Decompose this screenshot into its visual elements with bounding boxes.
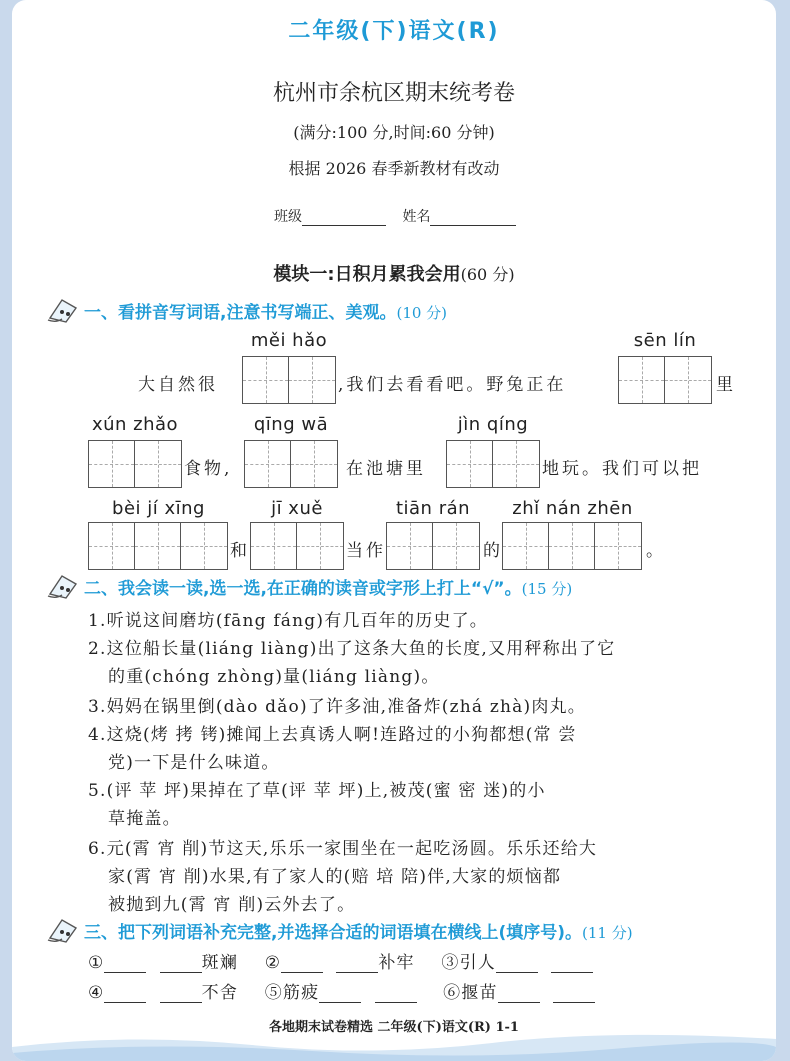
sentence-part: 在池塘里 — [346, 459, 426, 479]
score-time: (满分:100 分,时间:60 分钟) — [293, 123, 495, 142]
sentence-part: 。 — [646, 541, 666, 561]
section3-points: (11 分) — [582, 924, 633, 942]
name-field[interactable] — [430, 211, 516, 226]
sentence-part: 当作 — [346, 541, 386, 561]
section1-title: 一、看拼音写词语,注意书写端正、美观。 — [84, 303, 397, 323]
pinyin-beijixing: bèi jí xīng — [112, 498, 205, 519]
exam-page — [12, 0, 776, 1061]
section2-title: 二、我会读一读,选一选,在正确的读音或字形上打上“√”。 — [84, 579, 522, 599]
idiom-text: 补牢 — [378, 953, 415, 973]
sentence-part: 大自然很 — [138, 375, 218, 395]
blank-1[interactable] — [104, 956, 146, 973]
module-heading — [12, 260, 776, 286]
question-line: 6.元(霄 宵 削)节这天,乐乐一家围坐在一起吃汤圆。乐乐还给大 — [88, 839, 598, 859]
pinyin-tianran: tiān rán — [395, 498, 471, 519]
idiom-row-1 — [88, 948, 593, 973]
question-line: 5.(评 苹 坪)果掉在了草(评 苹 坪)上,被茂(蜜 密 迷)的小 — [88, 781, 546, 801]
answer-grid-xunzhao[interactable] — [88, 440, 182, 488]
sentence-part: 里 — [716, 375, 736, 395]
idiom-text: ⑤筋疲 — [264, 983, 320, 1003]
module-score: (60 分) — [460, 265, 515, 284]
question-line: 家(霄 宵 削)水果,有了家人的(赔 培 陪)伴,大家的烦恼都 — [108, 867, 562, 887]
answer-grid-jinqing[interactable] — [446, 440, 540, 488]
blank-3[interactable] — [281, 956, 323, 973]
blank-4[interactable] — [336, 956, 378, 973]
blank-11[interactable] — [498, 986, 540, 1003]
pencil-book-icon — [46, 296, 80, 324]
exam-title: 杭州市余杭区期末统考卷 — [272, 81, 515, 106]
pencil-book-icon — [46, 572, 80, 600]
sentence-part: 和 — [230, 541, 250, 561]
class-label: 班级 — [274, 209, 302, 225]
edition-note: 根据 2026 春季新教材有改动 — [288, 159, 500, 178]
module-title: 模块一:日积月累我会用 — [273, 264, 461, 285]
idiom-text: 斑斓 — [201, 953, 239, 973]
answer-grid-tianran[interactable] — [386, 522, 480, 570]
question-line: 的重(chóng zhòng)量(liáng liàng)。 — [108, 667, 440, 687]
section3-title: 三、把下列词语补充完整,并选择合适的词语填在横线上(填序号)。 — [84, 923, 582, 943]
question-line: 党)一下是什么味道。 — [108, 753, 280, 773]
blank-10[interactable] — [375, 986, 417, 1003]
idiom-text: ⑥揠苗 — [443, 983, 498, 1003]
answer-grid-qingwa[interactable] — [244, 440, 338, 488]
pinyin-zhinanzhen: zhǐ nán zhēn — [512, 498, 633, 519]
question-line: 被抛到九(霄 宵 削)云外去了。 — [108, 895, 356, 915]
sentence-part: 地玩。我们可以把 — [542, 459, 702, 479]
question-line: 3.妈妈在锅里倒(dào dǎo)了许多油,准备炸(zhá zhà)肉丸。 — [88, 697, 586, 717]
blank-9[interactable] — [319, 986, 361, 1003]
blank-5[interactable] — [496, 956, 538, 973]
question-line: 草掩盖。 — [108, 809, 181, 829]
grade-title: 二年级(下)语文(R) — [288, 19, 500, 44]
answer-grid-jixue[interactable] — [250, 522, 344, 570]
name-label: 姓名 — [402, 209, 431, 225]
blank-7[interactable] — [104, 986, 146, 1003]
sentence-part: ,我们去看看吧。野兔正在 — [338, 375, 567, 395]
question-line: 4.这烧(烤 拷 铐)摊闻上去真诱人啊!连路过的小狗都想(常 尝 — [88, 725, 577, 745]
pinyin-xunzhao: xún zhǎo — [91, 414, 179, 435]
answer-grid-meihao[interactable] — [242, 356, 336, 404]
idiom-text: 不舍 — [201, 983, 239, 1003]
section1-heading — [84, 298, 447, 323]
section3-heading — [84, 918, 633, 943]
pinyin-jixue: jī xuě — [271, 498, 323, 519]
blank-6[interactable] — [551, 956, 593, 973]
pinyin-senlin: sēn lín — [633, 330, 697, 351]
blank-2[interactable] — [160, 956, 202, 973]
blank-8[interactable] — [160, 986, 202, 1003]
student-info — [274, 206, 516, 226]
blank-12[interactable] — [553, 986, 595, 1003]
class-field[interactable] — [302, 211, 386, 226]
idiom-text: ③引人 — [441, 953, 496, 973]
idiom-number: ① — [88, 953, 105, 973]
answer-grid-zhinanzhen[interactable] — [502, 522, 642, 570]
pencil-book-icon — [46, 916, 80, 944]
sentence-part: 的 — [483, 541, 503, 561]
question-line: 1.听说这间磨坊(fāng fáng)有几百年的历史了。 — [88, 611, 489, 631]
section1-points: (10 分) — [396, 304, 448, 322]
answer-grid-beijixing[interactable] — [88, 522, 228, 570]
pinyin-meihao: měi hǎo — [250, 330, 328, 351]
section2-points: (15 分) — [521, 580, 573, 598]
idiom-row-2 — [88, 978, 595, 1003]
question-line: 2.这位船长量(liáng liàng)出了这条大鱼的长度,又用秤称出了它 — [88, 639, 616, 659]
page-footer: 各地期末试卷精选 二年级(下)语文(R) 1-1 — [269, 1020, 519, 1035]
pinyin-qingwa: qīng wā — [253, 414, 329, 435]
section2-heading — [84, 574, 572, 599]
idiom-number: ② — [264, 953, 282, 973]
sentence-part: 食物, — [184, 459, 233, 479]
answer-grid-senlin[interactable] — [618, 356, 712, 404]
pinyin-jinqing: jìn qíng — [457, 414, 529, 435]
idiom-number: ④ — [88, 983, 105, 1003]
